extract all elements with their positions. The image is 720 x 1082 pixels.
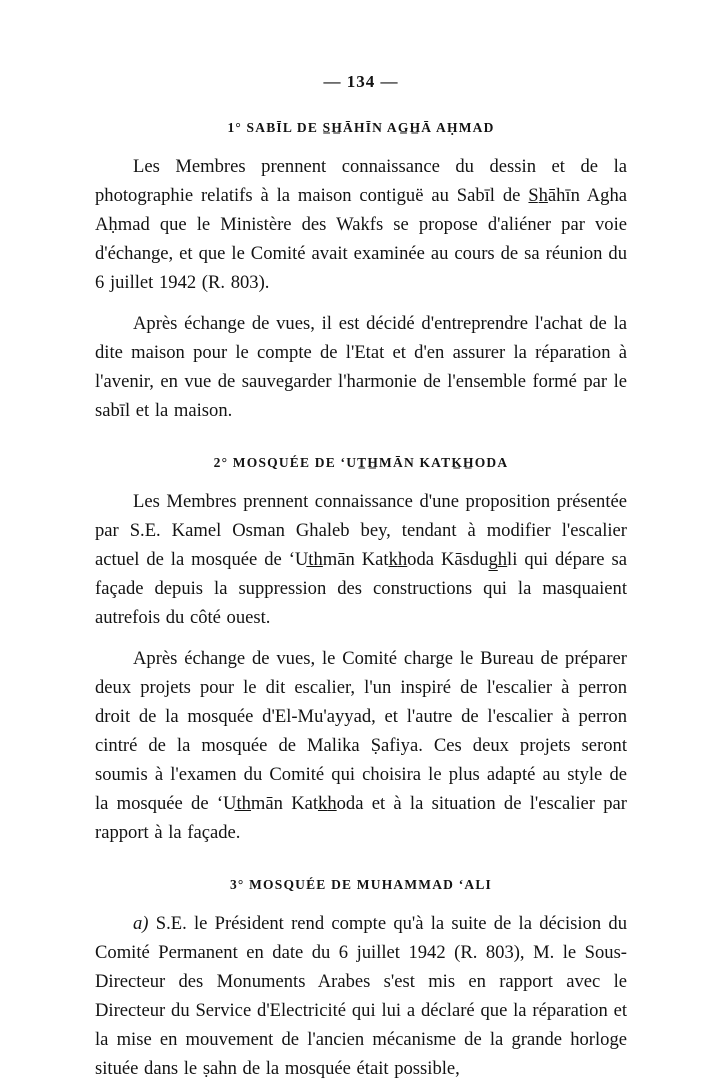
paragraph: Après échange de vues, le Comité charge le Bureau de préparer deux projets pour le dit escalier, l'un inspiré de l'escalier à perron droit de la mosquée d'El-Mu'ayyad, et l'autre de l'escalier à perron cintré de la mosquée de Malika Ṣafiya. Ces deux projets seront soumis à l'examen du Comité qui choisira le plus adapté au style de la mosquée de ‘Ut̲h̲mān Katk̲h̲oda et à la situation de l'escalier par rapport à la façade. <box>95 648 627 843</box>
section-heading-mosquee-muhammad-ali: 3° MOSQUÉE DE MUHAMMAD ‘ALI <box>229 877 493 892</box>
paragraph: Les Membres prennent connaissance d'une proposition présentée par S.E. Kamel Osman Ghaleb bey, tendant à modifier l'escalier actuel de la mosquée de ‘Ut̲h̲mān Katk̲h̲oda Kāsdug̲h̲li qui dépare sa façade depuis la suppression des constructions qui la masquaient autrefois du côté ouest. <box>95 491 627 628</box>
paragraph-lead: a) <box>133 913 149 934</box>
page-number: — 134 — <box>323 72 399 91</box>
paragraph <box>95 909 627 1082</box>
section-heading-mosquee-uthman: 2° MOSQUÉE DE ‘UT̲H̲MĀN KATK̲H̲ODA <box>213 455 509 470</box>
paragraph-text: S.E. le Président rend compte qu'à la suite de la décision du Comité Permanent en date du 6 juillet 1942 (R. 803), M. le Sous-Directeur des Monuments Arabes s'est mis en rapport avec le Directeur du Service d'Electricité qui lui a déclaré que la réparation et la mise en mouvement de l'ancien mécanisme de la grande horloge située dans le ṣahn de la mosquée était possible, <box>95 913 627 1079</box>
section-heading-sabil: 1° SABĪL DE S̲H̲ĀHĪN AG̲H̲Ā AḤMAD <box>227 120 495 135</box>
paragraph: Les Membres prennent connaissance du dessin et de la photographie relatifs à la maison contiguë au Sabīl de S̲h̲āhīn Agha Aḥmad que le Ministère des Wakfs se propose d'aliéner par voie d'échange, et que le Comité avait examinée au cours de sa réunion du 6 juillet 1942 (R. 803). <box>95 156 627 293</box>
paragraph: Après échange de vues, il est décidé d'entreprendre l'achat de la dite maison pour le compte de l'Etat et d'en assurer la réparation à l'avenir, en vue de sauvegarder l'harmonie de l'ensemble formé par le sabīl et la maison. <box>95 313 627 421</box>
